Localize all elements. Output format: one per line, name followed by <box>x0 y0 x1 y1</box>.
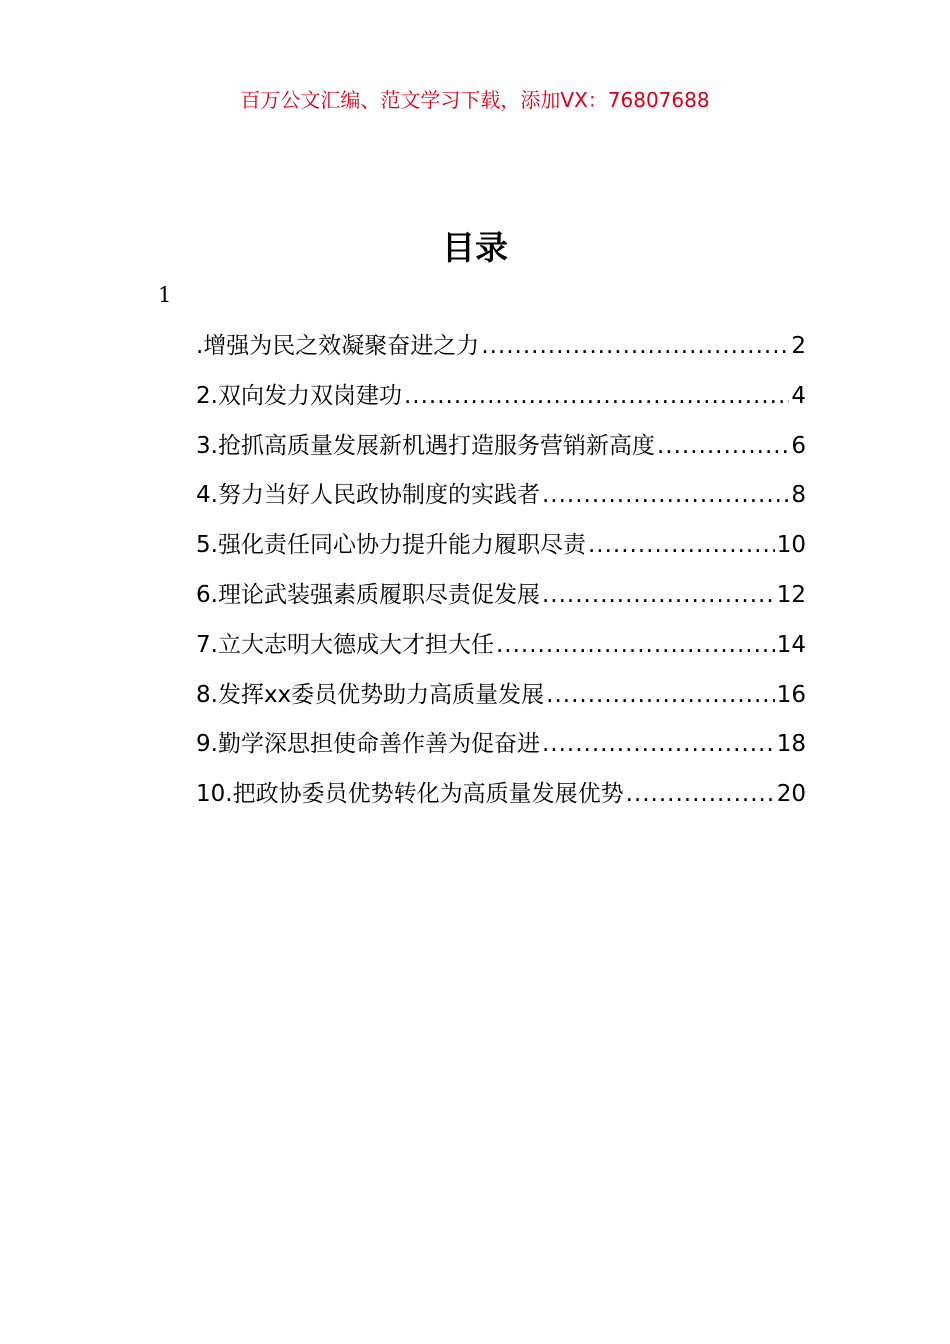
toc-entry-title: 4.努力当好人民政协制度的实践者 <box>196 482 540 509</box>
toc-entry-page: 8 <box>791 482 806 509</box>
toc-entry-page: 14 <box>776 631 806 658</box>
toc-dot-leader <box>496 625 775 665</box>
toc-dot-leader <box>481 326 789 366</box>
header-note: 百万公文汇编、范文学习下载，添加VX：76807688 <box>240 88 710 112</box>
toc-entry-title: 2.双向发力双岗建功 <box>196 382 402 409</box>
toc-entry-5[interactable] <box>196 525 806 575</box>
toc-entry-title: 8.发挥xx委员优势助力高质量发展 <box>196 681 545 708</box>
table-of-contents <box>196 326 806 824</box>
toc-dot-leader <box>588 525 775 565</box>
toc-entry-7[interactable] <box>196 625 806 675</box>
toc-entry-title: 9.勤学深思担使命善作善为促奋进 <box>196 731 540 758</box>
toc-dot-leader <box>542 575 775 615</box>
toc-title: 目录 <box>442 228 508 267</box>
toc-entry-6[interactable] <box>196 575 806 625</box>
toc-entry-page: 10 <box>776 532 806 559</box>
toc-entry-title: 7.立大志明大德成大才担大任 <box>196 631 494 658</box>
toc-entry-title: 6.理论武装强素质履职尽责促发展 <box>196 581 540 608</box>
toc-dot-leader <box>546 675 775 715</box>
toc-dot-leader <box>404 376 789 416</box>
toc-dot-leader <box>542 475 789 515</box>
toc-entry-8[interactable] <box>196 675 806 725</box>
toc-entry-title: .增强为民之效凝聚奋进之力 <box>196 333 480 359</box>
toc-entry-page: 2 <box>791 333 806 359</box>
toc-entry-page: 4 <box>791 382 806 409</box>
toc-entry-page: 12 <box>776 581 806 608</box>
page-marker: 1 <box>158 283 172 307</box>
toc-entry-page: 20 <box>776 781 806 808</box>
toc-dot-leader <box>626 774 775 814</box>
toc-dot-leader <box>657 426 789 466</box>
toc-entry-page: 6 <box>791 432 806 459</box>
toc-entry-4[interactable] <box>196 475 806 525</box>
toc-entry-title: 5.强化责任同心协力提升能力履职尽责 <box>196 532 586 559</box>
toc-entry-page: 18 <box>776 731 806 758</box>
toc-entry-2[interactable] <box>196 376 806 426</box>
toc-entry-1[interactable] <box>196 326 806 376</box>
toc-entry-page: 16 <box>776 681 806 708</box>
toc-entry-title: 10.把政协委员优势转化为高质量发展优势 <box>196 781 624 808</box>
toc-entry-title: 3.抢抓高质量发展新机遇打造服务营销新高度 <box>196 432 655 459</box>
toc-entry-3[interactable] <box>196 426 806 476</box>
toc-dot-leader <box>542 724 775 764</box>
toc-entry-10[interactable] <box>196 774 806 824</box>
toc-entry-9[interactable] <box>196 724 806 774</box>
